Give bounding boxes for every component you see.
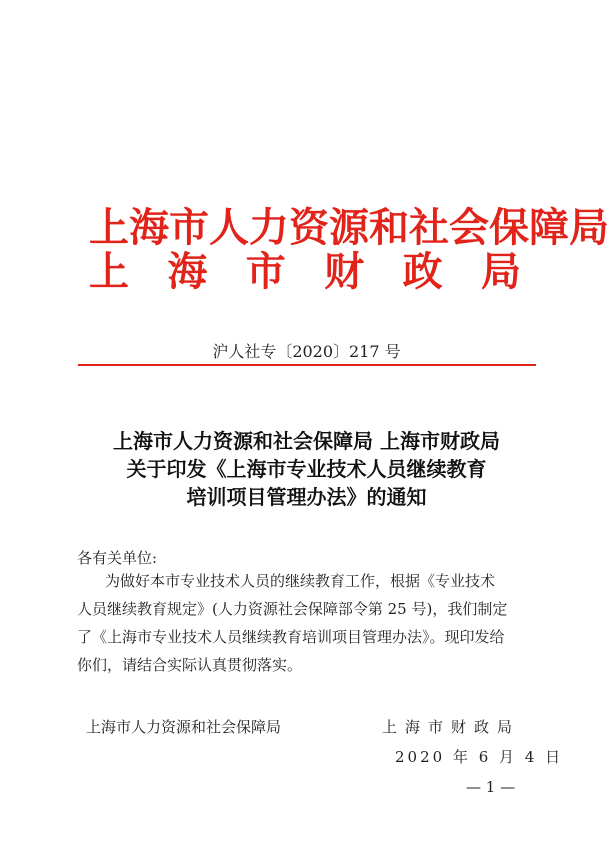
issuer-line-1: 上海市人力资源和社会保障局 — [89, 204, 609, 251]
body-line: 了《上海市专业技术人员继续教育培训项目管理办法》。现印发给 — [77, 628, 505, 646]
title-line-1: 上海市人力资源和社会保障局 上海市财政局 — [113, 429, 500, 453]
body-line: 人员继续教育规定》(人力资源社会保障部令第 25 号)，我们制定 — [77, 600, 508, 618]
title-line-3: 培训项目管理办法》的通知 — [186, 485, 427, 509]
document-number: 沪人社专〔2020〕217 号 — [212, 342, 401, 361]
issuer-line-2-char: 海 — [167, 248, 208, 295]
issuer-line-2-char: 上 — [89, 248, 129, 295]
issuer-line-2-char: 政 — [402, 248, 443, 295]
body-line: 为做好本市专业技术人员的继续教育工作，根据《专业技术 — [105, 572, 496, 590]
page-number: — 1 — — [466, 778, 516, 796]
signature-right: 上海市财政局 — [382, 718, 521, 736]
red-divider-line — [78, 364, 536, 366]
body-line: 你们，请结合实际认真贯彻落实。 — [77, 656, 303, 674]
signature-left: 上海市人力资源和社会保障局 — [86, 718, 282, 736]
issuer-line-2-char: 财 — [324, 248, 365, 295]
issuer-line-2 — [89, 250, 521, 294]
salutation: 各有关单位: — [77, 549, 158, 567]
title-line-2: 关于印发《上海市专业技术人员继续教育 — [126, 457, 487, 481]
issue-date: 2020 年 6 月 4 日 — [395, 748, 564, 766]
issuer-line-2-char: 局 — [480, 248, 521, 295]
issuer-line-2-char: 市 — [245, 248, 286, 295]
